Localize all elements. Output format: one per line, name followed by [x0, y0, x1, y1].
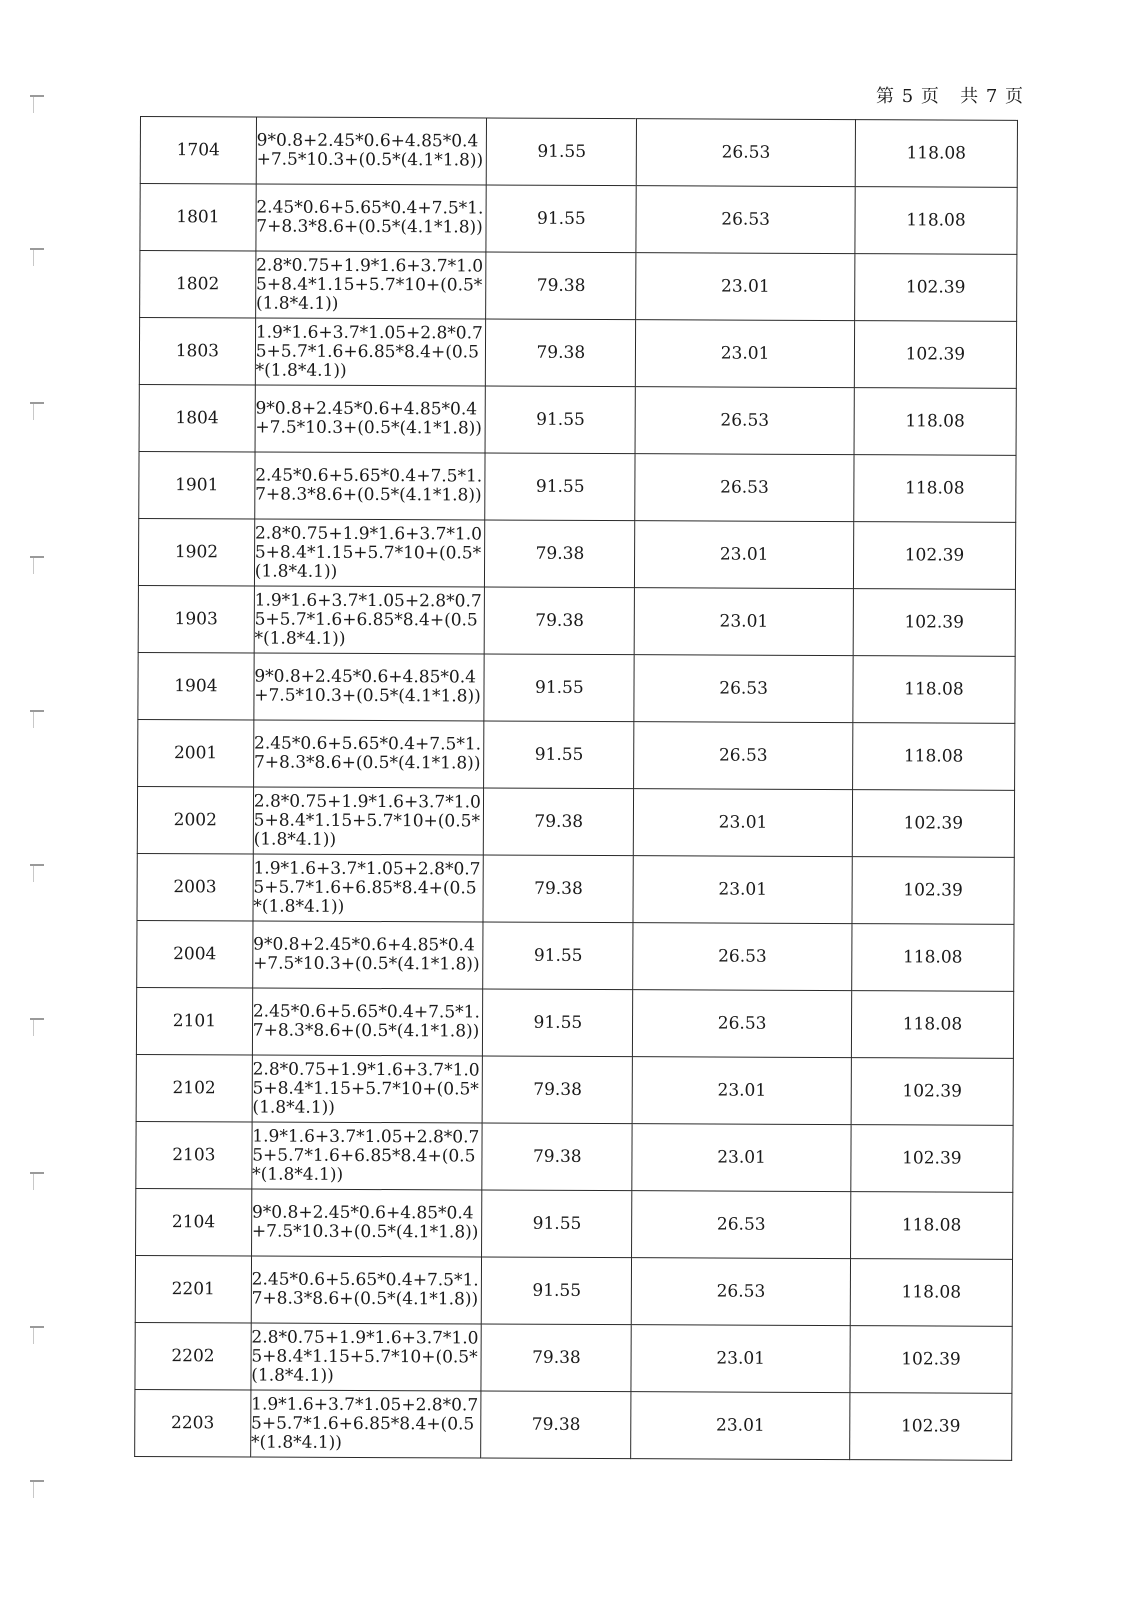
room-number-cell: 1804: [139, 384, 255, 452]
room-number-cell: 2201: [135, 1255, 251, 1323]
total-area-cell: 102.39: [854, 254, 1016, 322]
binder-mark: [30, 95, 44, 97]
area-formula-cell: 1.9*1.6+3.7*1.05+2.8*0.75+5.7*1.6+6.85*8.4+(0.5*(1.8*4.1)): [252, 1122, 483, 1190]
binder-mark: [30, 864, 44, 866]
table-body: [135, 117, 1018, 1461]
area-formula-cell: 2.8*0.75+1.9*1.6+3.7*1.05+8.4*1.15+5.7*10+(0.5*(1.8*4.1)): [253, 787, 484, 855]
total-area-cell: 102.39: [851, 1058, 1013, 1126]
page-number: 第 5 页 共 7 页: [876, 86, 1024, 107]
area-value-cell: 91.55: [482, 1190, 632, 1258]
room-number-cell: 2002: [137, 786, 253, 854]
area-value-cell: 79.38: [485, 520, 635, 588]
table-row: [138, 652, 1015, 723]
total-area-cell: 102.39: [852, 790, 1014, 858]
table-row: [139, 451, 1016, 522]
shared-area-cell: 26.53: [633, 923, 852, 991]
room-number-cell: 2104: [136, 1188, 252, 1256]
total-area-cell: 118.08: [852, 924, 1014, 992]
area-formula-cell: 9*0.8+2.45*0.6+4.85*0.4+7.5*10.3+(0.5*(4.1*1.8)): [252, 921, 483, 989]
area-formula-cell: 2.8*0.75+1.9*1.6+3.7*1.05+8.4*1.15+5.7*10+(0.5*(1.8*4.1)): [254, 519, 485, 587]
table-row: [135, 1255, 1012, 1326]
area-formula-cell: 1.9*1.6+3.7*1.05+2.8*0.75+5.7*1.6+6.85*8.4+(0.5*(1.8*4.1)): [250, 1390, 481, 1458]
area-value-cell: 79.38: [482, 1056, 632, 1124]
area-value-cell: 91.55: [483, 989, 633, 1057]
table-row: [138, 518, 1015, 589]
area-value-cell: 91.55: [485, 453, 635, 521]
table-row: [135, 1322, 1012, 1393]
area-value-cell: 79.38: [481, 1391, 631, 1459]
binder-mark: [30, 710, 44, 712]
binder-mark: [30, 556, 44, 558]
area-value-cell: 79.38: [486, 319, 636, 387]
room-number-cell: 1802: [140, 251, 256, 319]
area-value-cell: 91.55: [484, 721, 634, 789]
total-area-cell: 118.08: [850, 1259, 1012, 1327]
area-formula-cell: 9*0.8+2.45*0.6+4.85*0.4+7.5*10.3+(0.5*(4.1*1.8)): [254, 653, 485, 721]
area-value-cell: 79.38: [484, 587, 634, 655]
room-number-cell: 1902: [138, 518, 254, 586]
total-area-cell: 102.39: [853, 589, 1015, 657]
table-row: [137, 853, 1014, 924]
room-number-cell: 1903: [138, 585, 254, 653]
area-formula-cell: 1.9*1.6+3.7*1.05+2.8*0.75+5.7*1.6+6.85*8.4+(0.5*(1.8*4.1)): [254, 586, 485, 654]
area-formula-cell: 9*0.8+2.45*0.6+4.85*0.4+7.5*10.3+(0.5*(4.1*1.8)): [255, 385, 486, 453]
total-area-cell: 102.39: [853, 522, 1015, 590]
total-area-cell: 118.08: [854, 455, 1016, 523]
binder-mark: [30, 1326, 44, 1328]
table-row: [139, 318, 1016, 389]
shared-area-cell: 26.53: [635, 387, 854, 455]
total-area-cell: 102.39: [849, 1393, 1011, 1461]
shared-area-cell: 26.53: [636, 186, 855, 254]
area-formula-cell: 2.45*0.6+5.65*0.4+7.5*1.7+8.3*8.6+(0.5*(4.1*1.8)): [253, 720, 484, 788]
room-number-cell: 2004: [137, 920, 253, 988]
total-area-cell: 102.39: [850, 1326, 1012, 1394]
area-formula-cell: 2.45*0.6+5.65*0.4+7.5*1.7+8.3*8.6+(0.5*(4.1*1.8)): [252, 988, 483, 1056]
shared-area-cell: 23.01: [636, 320, 855, 388]
area-formula-cell: 2.8*0.75+1.9*1.6+3.7*1.05+8.4*1.15+5.7*10+(0.5*(1.8*4.1)): [255, 251, 486, 319]
area-formula-cell: 9*0.8+2.45*0.6+4.85*0.4+7.5*10.3+(0.5*(4.1*1.8)): [256, 117, 487, 185]
shared-area-cell: 26.53: [634, 722, 853, 790]
area-value-cell: 79.38: [483, 855, 633, 923]
binder-mark: [30, 248, 44, 250]
total-area-cell: 118.08: [852, 723, 1014, 791]
total-area-cell: 118.08: [855, 120, 1017, 188]
area-value-cell: 79.38: [482, 1123, 632, 1191]
table-row: [136, 987, 1013, 1058]
area-formula-cell: 1.9*1.6+3.7*1.05+2.8*0.75+5.7*1.6+6.85*8.4+(0.5*(1.8*4.1)): [253, 854, 484, 922]
total-area-cell: 118.08: [853, 656, 1015, 724]
total-area-cell: 102.39: [851, 1125, 1013, 1193]
binder-mark: [30, 1172, 44, 1174]
room-number-cell: 2203: [135, 1389, 251, 1457]
area-value-cell: 79.38: [484, 788, 634, 856]
table-row: [138, 719, 1015, 790]
total-area-cell: 102.39: [854, 321, 1016, 389]
area-formula-cell: 2.8*0.75+1.9*1.6+3.7*1.05+8.4*1.15+5.7*10+(0.5*(1.8*4.1)): [251, 1323, 482, 1391]
binder-hole-marks: [0, 0, 60, 1600]
room-number-cell: 2001: [138, 719, 254, 787]
room-number-cell: 2102: [136, 1054, 252, 1122]
area-formula-cell: 2.8*0.75+1.9*1.6+3.7*1.05+8.4*1.15+5.7*10+(0.5*(1.8*4.1)): [252, 1055, 483, 1123]
table-row: [140, 184, 1017, 255]
table-row: [137, 920, 1014, 991]
total-area-cell: 118.08: [850, 1192, 1012, 1260]
shared-area-cell: 23.01: [632, 1057, 851, 1125]
area-formula-cell: 2.45*0.6+5.65*0.4+7.5*1.7+8.3*8.6+(0.5*(4.1*1.8)): [251, 1256, 482, 1324]
area-value-cell: 79.38: [486, 252, 636, 320]
shared-area-cell: 26.53: [632, 1191, 851, 1259]
shared-area-cell: 26.53: [635, 454, 854, 522]
shared-area-cell: 23.01: [636, 253, 855, 321]
shared-area-cell: 26.53: [633, 990, 852, 1058]
shared-area-cell: 23.01: [631, 1325, 850, 1393]
area-formula-cell: 2.45*0.6+5.65*0.4+7.5*1.7+8.3*8.6+(0.5*(4.1*1.8)): [255, 452, 486, 520]
table-row: [138, 585, 1015, 656]
shared-area-cell: 26.53: [632, 1258, 851, 1326]
total-area-cell: 118.08: [855, 187, 1017, 255]
total-area-cell: 118.08: [851, 991, 1013, 1059]
table-row: [140, 117, 1017, 188]
room-number-cell: 2003: [137, 853, 253, 921]
table-row: [136, 1121, 1013, 1192]
area-value-cell: 91.55: [484, 654, 634, 722]
room-number-cell: 1904: [138, 652, 254, 720]
shared-area-cell: 26.53: [634, 655, 853, 723]
room-number-cell: 1704: [140, 117, 256, 185]
area-value-cell: 91.55: [485, 386, 635, 454]
shared-area-cell: 23.01: [635, 521, 854, 589]
table-row: [139, 384, 1016, 455]
binder-mark: [30, 1480, 44, 1482]
room-number-cell: 1801: [140, 184, 256, 252]
area-value-cell: 79.38: [481, 1324, 631, 1392]
room-number-cell: 1901: [139, 451, 255, 519]
room-number-cell: 2202: [135, 1322, 251, 1390]
shared-area-cell: 23.01: [634, 789, 853, 857]
area-formula-cell: 1.9*1.6+3.7*1.05+2.8*0.75+5.7*1.6+6.85*8.4+(0.5*(1.8*4.1)): [255, 318, 486, 386]
area-value-cell: 91.55: [486, 185, 636, 253]
total-area-cell: 102.39: [852, 857, 1014, 925]
area-value-cell: 91.55: [483, 922, 633, 990]
shared-area-cell: 23.01: [631, 1392, 850, 1460]
area-calculation-table: [134, 116, 1018, 1461]
total-area-cell: 118.08: [854, 388, 1016, 456]
shared-area-cell: 23.01: [635, 588, 854, 656]
binder-mark: [30, 1018, 44, 1020]
area-value-cell: 91.55: [482, 1257, 632, 1325]
binder-mark: [30, 402, 44, 404]
room-number-cell: 1803: [139, 318, 255, 386]
area-value-cell: 91.55: [487, 118, 637, 186]
area-formula-cell: 2.45*0.6+5.65*0.4+7.5*1.7+8.3*8.6+(0.5*(4.1*1.8)): [256, 184, 487, 252]
room-number-cell: 2101: [136, 987, 252, 1055]
table-row: [135, 1389, 1012, 1460]
table-row: [140, 251, 1017, 322]
table-row: [137, 786, 1014, 857]
room-number-cell: 2103: [136, 1121, 252, 1189]
area-formula-cell: 9*0.8+2.45*0.6+4.85*0.4+7.5*10.3+(0.5*(4.1*1.8)): [251, 1189, 482, 1257]
shared-area-cell: 23.01: [633, 856, 852, 924]
shared-area-cell: 26.53: [637, 119, 856, 187]
table-row: [136, 1188, 1013, 1259]
shared-area-cell: 23.01: [632, 1124, 851, 1192]
table-row: [136, 1054, 1013, 1125]
